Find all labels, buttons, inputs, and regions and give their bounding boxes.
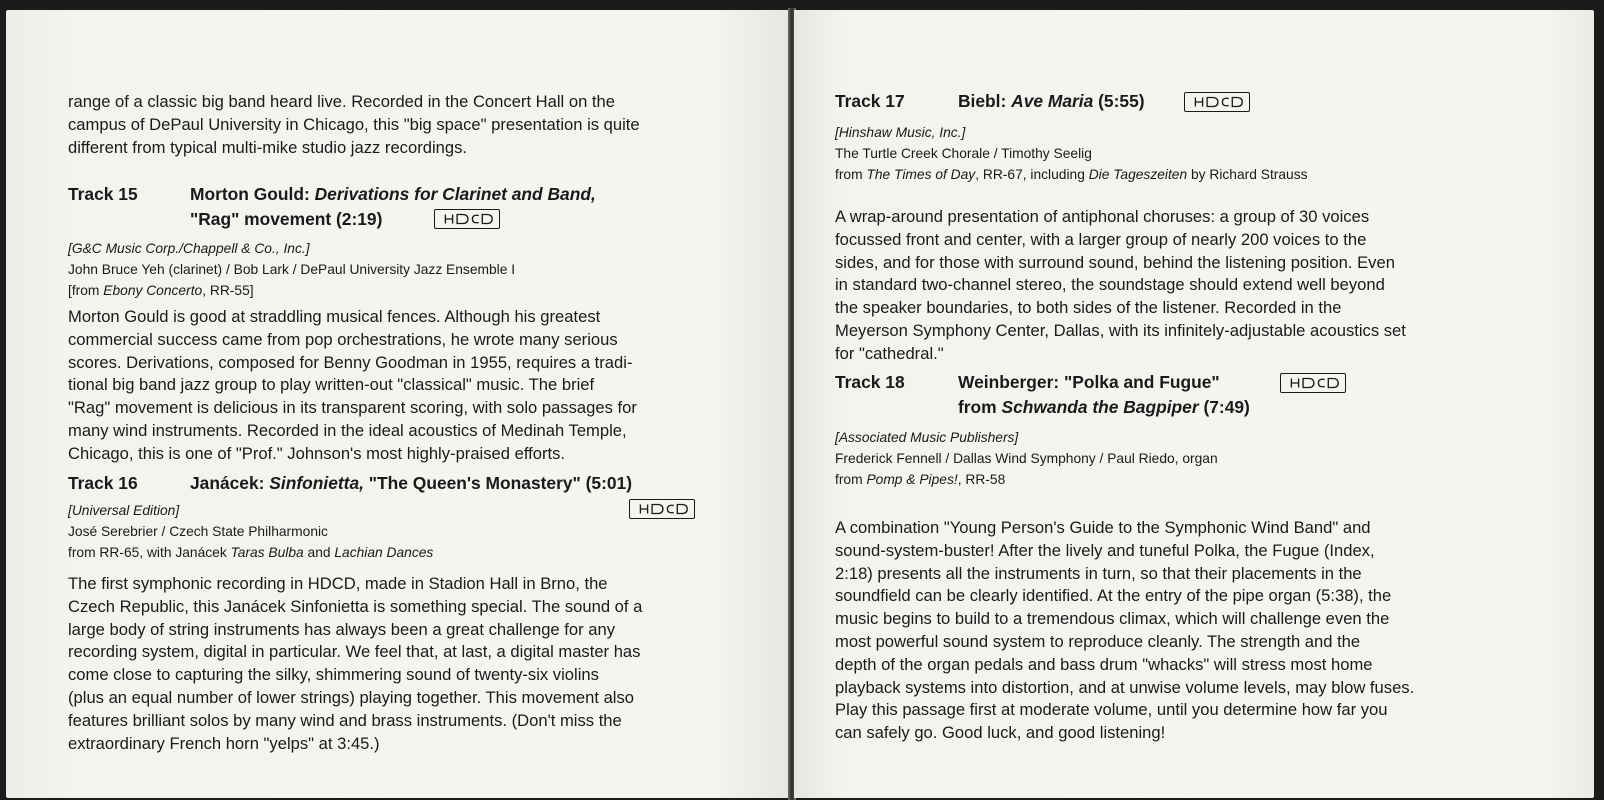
intro-paragraph: range of a classic big band heard live. Recorded in the Concert Hall on the campus of DePaul University in Chicago, this "big space" presentation is quite different from typical multi-mike studio jazz recordings.: [68, 92, 640, 157]
track-18-credits: [Associated Music Publishers] Frederick Fennell / Dallas Wind Symphony / Paul Riedo, organ from Pomp & Pipes!, RR-58: [835, 430, 1218, 487]
track-15-label: Track 15: [68, 184, 138, 204]
track-18-title: Weinberger: "Polka and Fugue" from Schwanda the Bagpiper (7:49): [958, 372, 1250, 417]
track-15-credits: [G&C Music Corp./Chappell & Co., Inc.] John Bruce Yeh (clarinet) / Bob Lark / DePaul University Jazz Ensemble I [from Ebony Concerto, RR-55]: [68, 241, 516, 298]
hdcd-logo-mark: [435, 210, 499, 228]
hdcd-logo: [1184, 92, 1250, 112]
track-16-description: The first symphonic recording in HDCD, made in Stadion Hall in Brno, the Czech Republic, this Janácek Sinfonietta is something special. The sound of a large body of string instruments has always been a great challenge for any recording system, digital in particular. We feel that, at last, a digital master has come close to capturing the silky, shimmering sound of twenty-six violins (plus an equal number of lower strings) playing together. This movement also features brilliant solos by many wind and brass instruments. (Don't miss the extraordinary French horn "yelps" at 3:45.): [68, 574, 643, 753]
track-15-description: Morton Gould is good at straddling musical fences. Although his greatest commercial success came from pop orchestrations, he wrote many serious scores. Derivations, composed for Benny Goodman in 1955, requires a tradi- tional big band jazz group to play written-out "classical" music. The brief "Rag" movement is delicious in its transparent scoring, with solo passages for many wind instruments. Recorded in the ideal acoustics of Medinah Temple, Chicago, this is one of "Prof." Johnson's most highly-praised efforts.: [68, 307, 637, 463]
track-17-label: Track 17: [835, 91, 905, 111]
hdcd-logo-mark: [1281, 374, 1345, 392]
hdcd-logo-mark: [630, 500, 694, 518]
booklet-right-page: [794, 10, 1594, 798]
hdcd-logo-mark: [1185, 93, 1249, 111]
track-16-credits: [Universal Edition] José Serebrier / Czech State Philharmonic from RR-65, with Janácek Taras Bulba and Lachian Dances: [68, 503, 434, 560]
track-18-label: Track 18: [835, 372, 905, 392]
track-17-title: Biebl: Ave Maria (5:55): [958, 91, 1145, 111]
track-17-description: A wrap-around presentation of antiphonal choruses: a group of 30 voices focussed front and center, with a larger group of nearly 200 voices to the sides, and for those with surround sound, behind the listening position. Even in standard two-channel stereo, the soundstage should extend well beyond the speaker boundaries, to both sides of the listener. Recorded in the Meyerson Symphony Center, Dallas, with its infinitely-adjustable acoustics set for "cathedral.": [835, 207, 1406, 363]
hdcd-logo: [434, 209, 500, 229]
track-18-description: A combination "Young Person's Guide to the Symphonic Wind Band" and sound-system-buster! After the lively and tuneful Polka, the Fugue (Index, 2:18) presents all the instruments in turn, so that their placements in the soundfield can be clearly identified. At the entry of the pipe organ (5:38), the music begins to build to a tremendous climax, which will challenge even the most powerful sound system to reproduce cleanly. The strength and the depth of the organ pedals and bass drum "whacks" will stress most home playback systems into distortion, and at unwise volume levels, may blow fuses. Play this passage first at moderate volume, until you determine how far you can safely go. Good luck, and good listening!: [835, 518, 1415, 743]
track-17-credits: [Hinshaw Music, Inc.] The Turtle Creek Chorale / Timothy Seelig from The Times of Day, RR-67, including Die Tageszeiten by Richard Strauss: [835, 125, 1308, 182]
hdcd-logo: [1280, 373, 1346, 393]
track-15-title: Morton Gould: Derivations for Clarinet and Band, "Rag" movement (2:19): [190, 184, 596, 229]
track-16-title: Janácek: Sinfonietta, "The Queen's Monastery" (5:01): [190, 473, 632, 493]
track-16-label: Track 16: [68, 473, 138, 493]
booklet-left-page: [6, 10, 790, 798]
hdcd-logo: [629, 499, 695, 519]
